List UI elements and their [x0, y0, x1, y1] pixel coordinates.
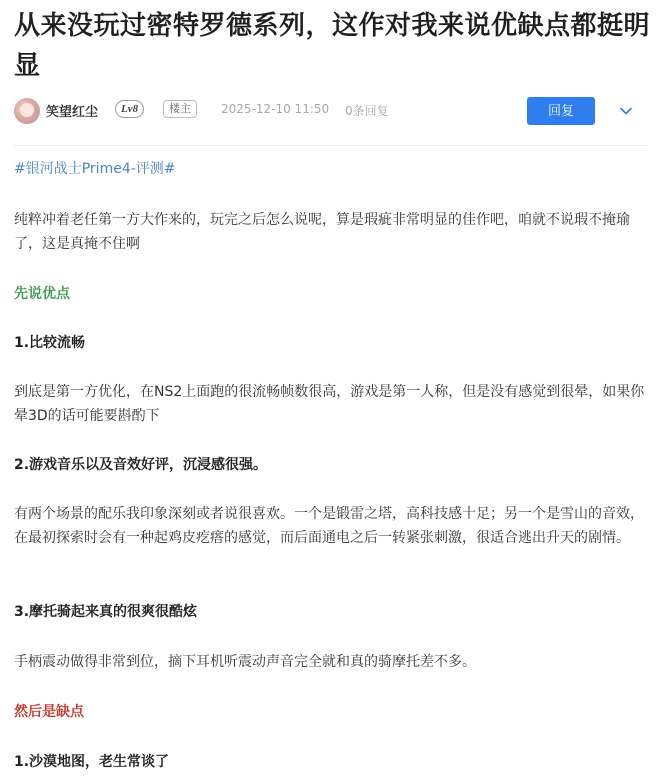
- intro-paragraph: 纯粹冲着老任第一方大作来的，玩完之后怎么说呢，算是瑕疵非常明显的佳作吧，咱就不说瑕不掩瑜了，这是真掩不住啊: [14, 212, 630, 252]
- pro1-title: 1.比较流畅: [14, 335, 86, 351]
- op-badge: 楼主: [163, 100, 197, 118]
- author-name[interactable]: 笑望红尘: [46, 105, 99, 120]
- cons-heading: 然后是缺点: [14, 704, 84, 720]
- avatar[interactable]: [14, 98, 40, 124]
- post-title: 从来没玩过密特罗德系列，这作对我来说优缺点都挺明显: [14, 11, 651, 81]
- post-meta: [14, 96, 654, 132]
- pro3-body: 手柄震动做得非常到位，摘下耳机听震动声音完全就和真的骑摩托差不多。: [14, 654, 476, 670]
- topic-link[interactable]: #银河战士Prime4-评测#: [14, 161, 176, 177]
- post-time: 2025-12-10 11:50: [221, 102, 330, 116]
- reply-button[interactable]: 回复: [527, 97, 595, 125]
- pro2-title: 2.游戏音乐以及音效好评，沉浸感很强。: [14, 457, 268, 473]
- divider: [14, 145, 646, 146]
- level-badge: Lv8: [115, 100, 144, 118]
- pro2-body: 有两个场景的配乐我印象深刻或者说很喜欢。一个是锻雷之塔，高科技感十足；另一个是雪山的音效，在最初探索时会有一种起鸡皮疙瘩的感觉，而后面通电之后一转紧张刺激，很适合逃出升天的剧情。: [14, 506, 644, 546]
- pros-heading: 先说优点: [14, 286, 70, 302]
- pro1-body: 到底是第一方优化，在NS2上面跑的很流畅帧数很高，游戏是第一人称，但是没有感觉到很晕，如果你晕3D的话可能要斟酌下: [14, 384, 645, 424]
- chevron-down-icon[interactable]: [618, 103, 634, 119]
- pro3-title: 3.摩托骑起来真的很爽很酷炫: [14, 604, 198, 620]
- con1-title: 1.沙漠地图，老生常谈了: [14, 754, 170, 770]
- reply-count: 0条回复: [345, 104, 389, 118]
